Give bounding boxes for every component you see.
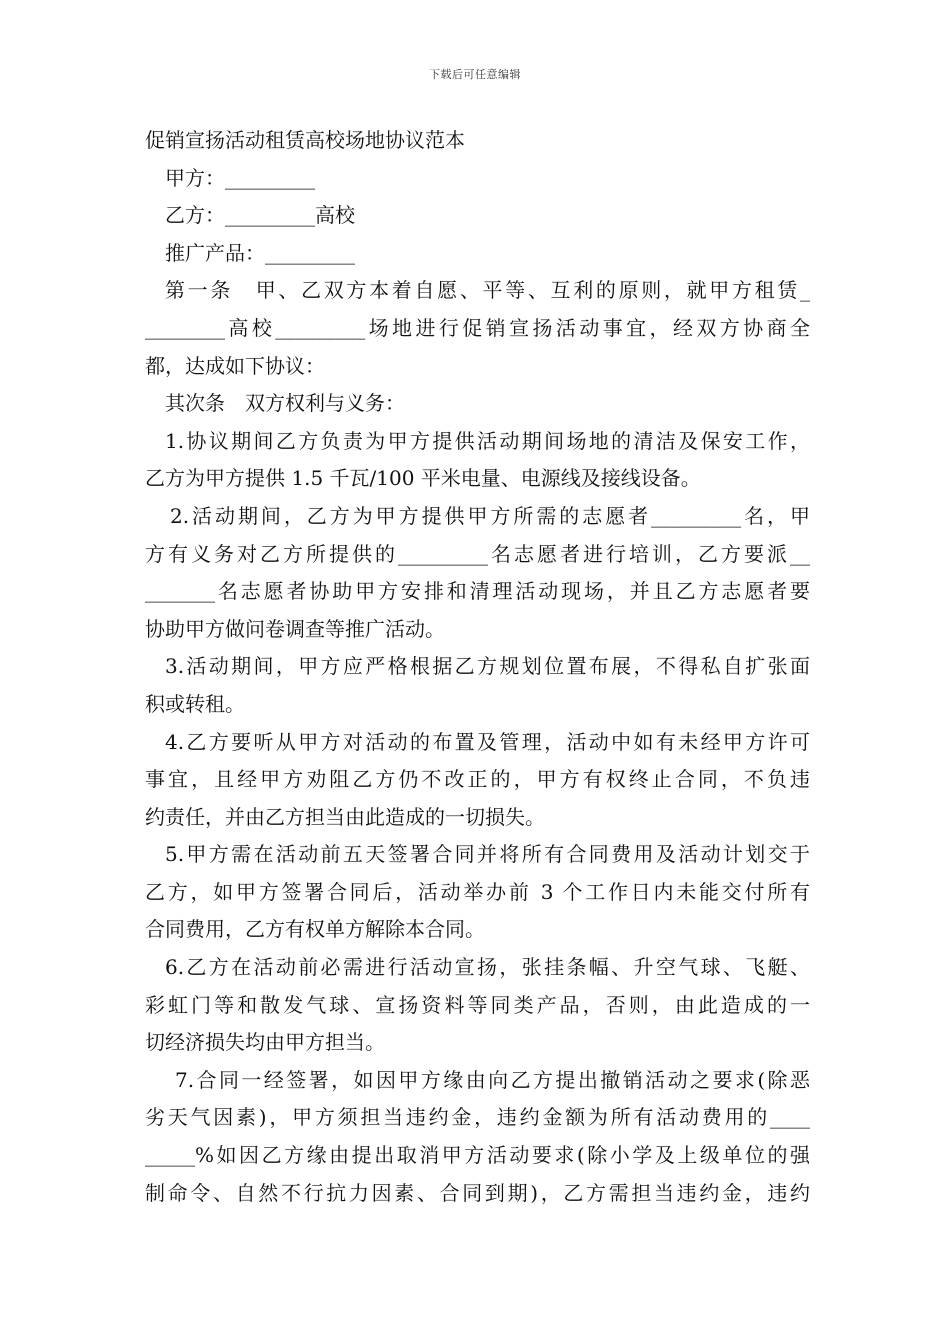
document-line: 都，达成如下协议： — [145, 353, 325, 378]
document-line: 积或转租。 — [145, 691, 245, 716]
document-line: ________高校_________场地进行促销宣扬活动事宜，经双方协商全 — [145, 315, 810, 340]
document-line: _______名志愿者协助甲方安排和清理活动现场，并且乙方志愿者要 — [145, 579, 810, 604]
document-line: 制命令、自然不行抗力因素、合同到期)，乙方需担当违约金，违约 — [145, 1180, 810, 1205]
document-line: 1.协议期间乙方负责为甲方提供活动期间场地的清洁及保安工作， — [165, 428, 810, 453]
document-title: 促销宣扬活动租赁高校场地协议范本 — [145, 128, 465, 152]
document-line: 2.活动期间，乙方为甲方提供甲方所需的志愿者_________名，甲 — [170, 503, 810, 528]
document-body — [145, 122, 810, 1212]
document-line: 其次条 双方权利与义务： — [165, 391, 405, 416]
document-line: 劣天气因素)，甲方须担当违约金，违约金额为所有活动费用的____ — [145, 1105, 810, 1130]
document-line: 切经济损失均由甲方担当。 — [145, 1030, 385, 1055]
document-line: 约责任，并由乙方担当由此造成的一切损失。 — [145, 804, 545, 829]
document-line: 彩虹门等和散发气球、宣扬资料等同类产品，否则，由此造成的一 — [145, 992, 810, 1017]
document-line: 6.乙方在活动前必需进行活动宣扬，张挂条幅、升空气球、飞艇、 — [165, 955, 810, 980]
document-line: 乙方：_________高校 — [165, 203, 355, 228]
document-line: 方有义务对乙方所提供的_________名志愿者进行培训，乙方要派__ — [145, 541, 810, 566]
document-line: _____%如因乙方缘由提出取消甲方活动要求(除小学及上级单位的强 — [145, 1143, 810, 1168]
document-line: 乙方，如甲方签署合同后，活动举办前 3 个工作日内未能交付所有 — [145, 879, 810, 904]
document-line: 7.合同一经签署，如因甲方缘由向乙方提出撤销活动之要求(除恶 — [175, 1067, 810, 1092]
document-line: 第一条 甲、乙双方本着自愿、平等、互利的原则，就甲方租赁_ — [165, 278, 810, 303]
document-line: 事宜，且经甲方劝阻乙方仍不改正的，甲方有权终止合同，不负违 — [145, 767, 810, 792]
page-header: 下载后可任意编辑 — [429, 68, 521, 81]
document-line: 4.乙方要听从甲方对活动的布置及管理，活动中如有未经甲方许可 — [165, 729, 810, 754]
document-line: 协助甲方做问卷调查等推广活动。 — [145, 616, 445, 641]
document-line: 乙方为甲方提供 1.5 千瓦/100 平米电量、电源线及接线设备。 — [145, 466, 701, 491]
document-line: 甲方：_________ — [165, 165, 315, 190]
document-line: 推广产品：_________ — [165, 240, 355, 265]
document-line: 3.活动期间，甲方应严格根据乙方规划位置布展，不得私自扩张面 — [165, 654, 810, 679]
document-line: 合同费用，乙方有权单方解除本合同。 — [145, 917, 485, 942]
document-line: 5.甲方需在活动前五天签署合同并将所有合同费用及活动计划交于 — [165, 842, 810, 867]
